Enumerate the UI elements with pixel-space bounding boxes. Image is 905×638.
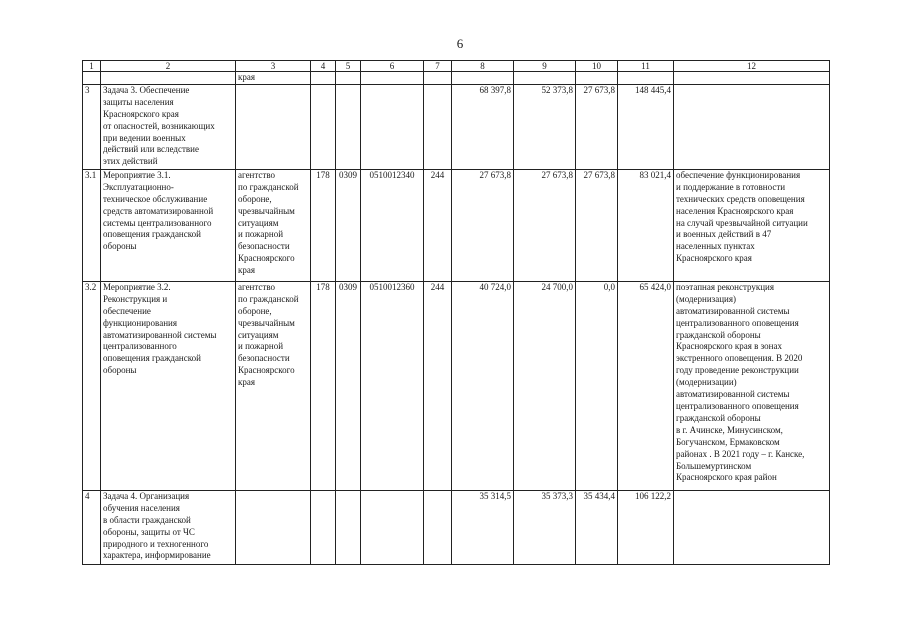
executor-cell	[236, 490, 311, 564]
column-number: 1	[83, 61, 101, 72]
vr-cell	[424, 490, 452, 564]
column-number: 8	[452, 61, 514, 72]
year3-amount-cell: 27 673,8	[576, 84, 618, 169]
total-amount-cell: 65 424,0	[618, 281, 674, 490]
table-row	[83, 84, 830, 169]
continuation-row	[83, 72, 830, 85]
rzpr-cell	[336, 84, 361, 169]
rzpr-cell: 0309	[336, 281, 361, 490]
year1-amount-cell: 35 314,5	[452, 490, 514, 564]
year2-amount-cell: 35 373,3	[514, 490, 576, 564]
vr-cell: 244	[424, 281, 452, 490]
csr-cell: 0510012360	[361, 281, 424, 490]
task-name-cell: Задача 4. Организация обучения населения в области гражданской обороны, защиты от ЧС природного и техногенного характера, информирование	[101, 490, 236, 564]
expected-result-cell: обеспечение функционирования и поддержание в готовности технических средств оповещения населения Красноярского края на случай чрезвычайной ситуации и военных действий в 47 населенных пунктах Красноярского края	[674, 169, 830, 281]
year3-amount-cell: 27 673,8	[576, 169, 618, 281]
year2-amount-cell: 52 373,8	[514, 84, 576, 169]
row-number: 4	[83, 490, 101, 564]
vr-cell: 244	[424, 169, 452, 281]
year1-amount-cell: 27 673,8	[452, 169, 514, 281]
year2-amount-cell: 27 673,8	[514, 169, 576, 281]
year1-amount-cell: 68 397,8	[452, 84, 514, 169]
csr-cell	[361, 84, 424, 169]
rzpr-cell	[336, 490, 361, 564]
executor-cell: края	[236, 72, 311, 85]
task-name-cell: Задача 3. Обеспечение защиты населения Красноярского края от опасностей, возникающих при ведении военных действий или вследствие этих действий	[101, 84, 236, 169]
vr-cell	[424, 84, 452, 169]
column-number: 12	[674, 61, 830, 72]
column-number: 7	[424, 61, 452, 72]
grbs-cell: 178	[311, 169, 336, 281]
grbs-cell	[311, 84, 336, 169]
column-number: 5	[336, 61, 361, 72]
expected-result-cell	[674, 490, 830, 564]
year1-amount-cell: 40 724,0	[452, 281, 514, 490]
task-name-cell: Мероприятие 3.2. Реконструкция и обеспечение функционирования автоматизированной системы централизованного оповещения гражданской обороны	[101, 281, 236, 490]
column-number: 11	[618, 61, 674, 72]
executor-cell	[236, 84, 311, 169]
page-number: 6	[456, 36, 464, 51]
grbs-cell: 178	[311, 281, 336, 490]
task-name-cell: Мероприятие 3.1. Эксплуатационно- техническое обслуживание средств автоматизированной системы централизованного оповещения гражданской обороны	[101, 169, 236, 281]
expected-result-cell	[674, 84, 830, 169]
executor-cell: агентство по гражданской обороне, чрезвычайным ситуациям и пожарной безопасности Красноярского края	[236, 169, 311, 281]
table-row	[83, 490, 830, 564]
column-number: 9	[514, 61, 576, 72]
total-amount-cell: 83 021,4	[618, 169, 674, 281]
total-amount-cell: 148 445,4	[618, 84, 674, 169]
year3-amount-cell: 35 434,4	[576, 490, 618, 564]
year2-amount-cell: 24 700,0	[514, 281, 576, 490]
column-number-row	[83, 61, 830, 72]
column-number: 4	[311, 61, 336, 72]
column-number: 6	[361, 61, 424, 72]
rzpr-cell: 0309	[336, 169, 361, 281]
table-row	[83, 169, 830, 281]
csr-cell	[361, 490, 424, 564]
total-amount-cell: 106 122,2	[618, 490, 674, 564]
grbs-cell	[311, 490, 336, 564]
column-number: 3	[236, 61, 311, 72]
column-number: 10	[576, 61, 618, 72]
program-activities-table	[82, 60, 830, 565]
year3-amount-cell: 0,0	[576, 281, 618, 490]
executor-cell: агентство по гражданской обороне, чрезвычайным ситуациям и пожарной безопасности Красноярского края	[236, 281, 311, 490]
column-number: 2	[101, 61, 236, 72]
row-number: 3.2	[83, 281, 101, 490]
csr-cell: 0510012340	[361, 169, 424, 281]
row-number: 3	[83, 84, 101, 169]
expected-result-cell: поэтапная реконструкция (модернизация) автоматизированной системы централизованного оповещения гражданской обороны Красноярского края в зонах экстренного оповещения. В 2020 году проведение реконструкции (модернизации) автоматизированной системы централизованного оповещения гражданской обороны в г. Ачинске, Минусинском, Богучанском, Ермаковском районах . В 2021 году – г. Канске, Большемуртинском Красноярского края район	[674, 281, 830, 490]
row-number: 3.1	[83, 169, 101, 281]
table-row	[83, 281, 830, 490]
